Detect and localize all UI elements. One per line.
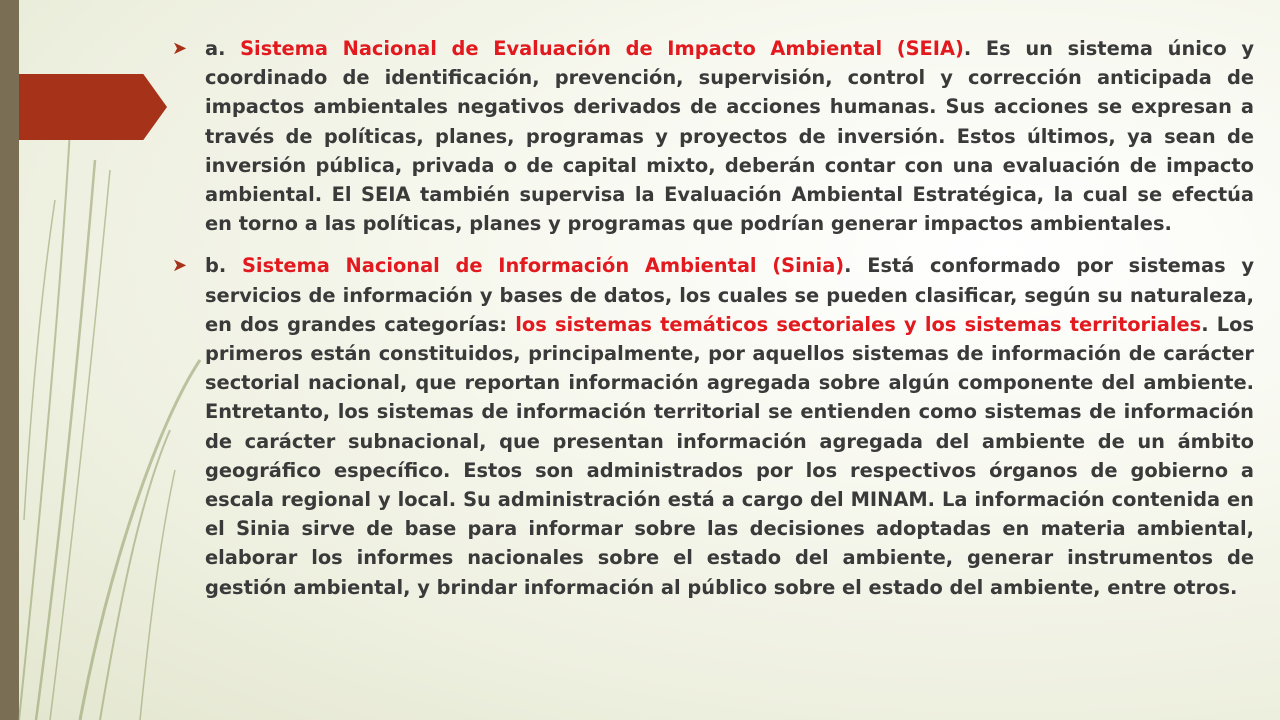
accent-tab (19, 74, 167, 140)
paragraph-sinia (172, 251, 1254, 601)
item-a-body: . Es un sistema único y coordinado de identificación, prevención, supervisión, control y corrección anticipada de impactos ambientales negativos derivados de acciones humanas. Sus acciones se expresan a través de políticas, planes, programas y proyectos de inversión. Estos últimos, ya sean de inversión pública, privada o de capital mixto, deberán contar con una evaluación de impacto ambiental. El SEIA también supervisa la Evaluación Ambiental Estratégica, la cual se efectúa en torno a las políticas, planes y programas que podrían generar impactos ambientales. (205, 37, 1255, 236)
item-b-title: Sistema Nacional de Información Ambiental (Sinia) (241, 254, 845, 278)
item-b-body-1: . Está conformado por sistemas y servicios de información y bases de datos, los cuales se pueden clasificar, según su naturaleza, en dos grandes categorías: (205, 254, 1254, 336)
item-b-body-2: . Los primeros están constituidos, principalmente, por aquellos sistemas de información de carácter sectorial nacional, que reportan información agregada sobre algún componente del ambiente. Entretanto, los sistemas de información territorial se entienden como sistemas de información de carácter subnacional, que presentan información agregada del ambiente de un ámbito geográfico específico. Estos son administrados por los respectivos órganos de gobierno a escala regional y local. Su administración está a cargo del MINAM. La información contenida en el Sinia sirve de base para informar sobre las decisiones adoptadas en materia ambiental, elaborar los informes nacionales sobre el estado del ambiente, generar instrumentos de gestión ambiental, y brindar información al público sobre el estado del ambiente, entre otros. (205, 312, 1254, 599)
item-b-prefix: b. (205, 254, 242, 278)
paragraph-seia (172, 34, 1254, 238)
item-a-prefix: a. (205, 37, 241, 60)
slide-content (172, 34, 1254, 615)
item-b-highlight: los sistemas temáticos sectoriales y los sistemas territoriales (515, 312, 1202, 336)
arrow-right-icon: ➤ (172, 38, 188, 59)
arrow-right-icon: ➤ (172, 255, 188, 277)
item-a-title: Sistema Nacional de Evaluación de Impacto Ambiental (SEIA) (240, 37, 964, 60)
